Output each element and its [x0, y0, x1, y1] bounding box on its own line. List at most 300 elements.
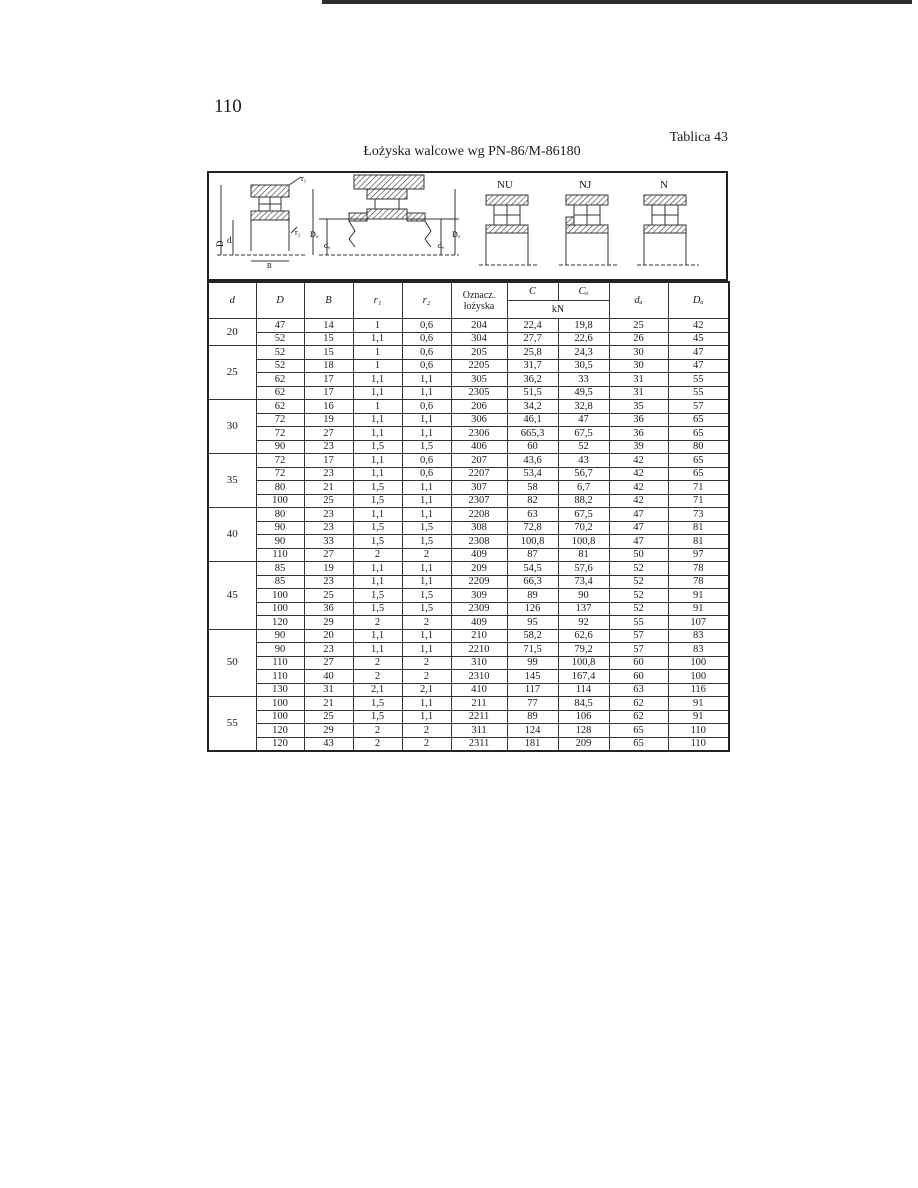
table-cell: 50 — [609, 548, 668, 562]
table-cell: 0,6 — [402, 400, 451, 414]
table-cell: 2 — [402, 616, 451, 630]
table-cell: 124 — [507, 724, 558, 738]
table-row — [208, 683, 729, 697]
table-cell: 117 — [507, 683, 558, 697]
table-cell: 100 — [256, 589, 304, 603]
top-border-line — [322, 0, 912, 4]
table-cell: 90 — [256, 629, 304, 643]
table-row — [208, 332, 729, 346]
table-cell: 2 — [353, 656, 402, 670]
table-cell: 71 — [668, 481, 729, 495]
table-cell: 1,5 — [402, 440, 451, 454]
table-cell: 0,6 — [402, 332, 451, 346]
table-cell: 305 — [451, 373, 507, 387]
table-cell: 29 — [304, 724, 353, 738]
table-cell: 1,1 — [402, 697, 451, 711]
table-cell: 1,5 — [353, 589, 402, 603]
table-cell: 31 — [304, 683, 353, 697]
table-cell: 0,6 — [402, 467, 451, 481]
table-cell: 31,7 — [507, 359, 558, 373]
table-cell: 36 — [304, 602, 353, 616]
table-cell: 307 — [451, 481, 507, 495]
table-cell: 1,1 — [402, 427, 451, 441]
table-cell: 52 — [609, 575, 668, 589]
table-cell: 35 — [609, 400, 668, 414]
bearing-diagram-panel — [207, 171, 728, 281]
table-cell: 90 — [256, 521, 304, 535]
table-row — [208, 589, 729, 603]
table-cell: 89 — [507, 710, 558, 724]
table-cell: 55 — [668, 386, 729, 400]
table-row — [208, 643, 729, 657]
table-cell: 15 — [304, 346, 353, 360]
table-cell: 1,1 — [402, 575, 451, 589]
table-cell: 80 — [668, 440, 729, 454]
table-cell: 1,1 — [402, 413, 451, 427]
table-cell: 100 — [668, 656, 729, 670]
header-Co: Cₒ — [558, 282, 609, 301]
table-cell: 1,5 — [402, 521, 451, 535]
table-cell: 1,5 — [353, 697, 402, 711]
table-cell: 91 — [668, 710, 729, 724]
table-cell: 17 — [304, 386, 353, 400]
table-label: Tablica 43 — [669, 130, 728, 145]
table-cell: 106 — [558, 710, 609, 724]
table-cell: 95 — [507, 616, 558, 630]
table-cell: 205 — [451, 346, 507, 360]
table-cell: 47 — [609, 508, 668, 522]
table-cell: 52 — [256, 332, 304, 346]
table-cell: 62,6 — [558, 629, 609, 643]
table-row — [208, 346, 729, 360]
table-cell: 25 — [609, 319, 668, 333]
table-cell: 17 — [304, 373, 353, 387]
table-cell: 72 — [256, 454, 304, 468]
table-cell: 100,8 — [558, 656, 609, 670]
table-cell: 90 — [558, 589, 609, 603]
table-cell: 409 — [451, 616, 507, 630]
table-cell: 23 — [304, 521, 353, 535]
table-cell: 63 — [609, 683, 668, 697]
table-cell: 87 — [507, 548, 558, 562]
table-row — [208, 494, 729, 508]
table-cell: 1,1 — [402, 386, 451, 400]
table-row — [208, 724, 729, 738]
table-cell: 18 — [304, 359, 353, 373]
table-cell: 22,6 — [558, 332, 609, 346]
table-cell: 1,5 — [353, 481, 402, 495]
table-cell: 92 — [558, 616, 609, 630]
table-cell: 31 — [609, 373, 668, 387]
table-row — [208, 616, 729, 630]
header-B: B — [304, 282, 353, 319]
table-cell: 126 — [507, 602, 558, 616]
table-cell: 15 — [304, 332, 353, 346]
table-row — [208, 481, 729, 495]
table-cell: 47 — [558, 413, 609, 427]
table-cell: 52 — [256, 346, 304, 360]
table-cell: 1,1 — [402, 373, 451, 387]
table-cell: 23 — [304, 467, 353, 481]
table-cell: 66,3 — [507, 575, 558, 589]
table-cell: 25,8 — [507, 346, 558, 360]
table-cell: 79,2 — [558, 643, 609, 657]
table-row — [208, 535, 729, 549]
table-cell: 27 — [304, 427, 353, 441]
type-label-nu: NU — [497, 179, 513, 191]
table-row — [208, 737, 729, 751]
table-cell: 67,5 — [558, 427, 609, 441]
table-cell: 97 — [668, 548, 729, 562]
table-cell: 29 — [304, 616, 353, 630]
table-row — [208, 521, 729, 535]
table-cell: 0,6 — [402, 319, 451, 333]
table-row — [208, 440, 729, 454]
table-cell: 2311 — [451, 737, 507, 751]
table-cell: 60 — [609, 670, 668, 684]
table-cell: 85 — [256, 575, 304, 589]
table-cell: 62 — [609, 697, 668, 711]
table-cell: 1,5 — [353, 521, 402, 535]
table-cell: 42 — [609, 467, 668, 481]
table-cell: 1,1 — [402, 710, 451, 724]
table-cell: 47 — [668, 359, 729, 373]
table-cell: 1,1 — [402, 643, 451, 657]
table-cell: 2205 — [451, 359, 507, 373]
header-C: C — [507, 282, 558, 301]
bore-diameter-cell: 30 — [208, 400, 256, 454]
svg-text:D: D — [215, 240, 225, 247]
type-label-nj: NJ — [579, 179, 592, 191]
table-cell: 30,5 — [558, 359, 609, 373]
svg-text:Dₐ: Dₐ — [452, 230, 460, 239]
table-row — [208, 656, 729, 670]
table-cell: 70,2 — [558, 521, 609, 535]
table-cell: 2305 — [451, 386, 507, 400]
table-cell: 128 — [558, 724, 609, 738]
table-cell: 46,1 — [507, 413, 558, 427]
table-cell: 1,1 — [353, 575, 402, 589]
table-cell: 1,1 — [402, 562, 451, 576]
header-r1: r₁ — [353, 282, 402, 319]
table-row — [208, 629, 729, 643]
table-cell: 52 — [609, 589, 668, 603]
table-cell: 65 — [668, 454, 729, 468]
table-cell: 81 — [668, 535, 729, 549]
table-cell: 25 — [304, 494, 353, 508]
table-cell: 26 — [609, 332, 668, 346]
table-cell: 114 — [558, 683, 609, 697]
table-cell: 410 — [451, 683, 507, 697]
table-cell: 85 — [256, 562, 304, 576]
table-cell: 32,8 — [558, 400, 609, 414]
table-cell: 1,5 — [402, 535, 451, 549]
table-cell: 72 — [256, 413, 304, 427]
table-cell: 17 — [304, 454, 353, 468]
table-cell: 72,8 — [507, 521, 558, 535]
table-row — [208, 710, 729, 724]
table-cell: 33 — [304, 535, 353, 549]
table-cell: 1,1 — [353, 467, 402, 481]
table-cell: 2 — [353, 616, 402, 630]
table-cell: 52 — [609, 602, 668, 616]
table-cell: 60 — [507, 440, 558, 454]
table-cell: 62 — [256, 373, 304, 387]
table-cell: 2 — [402, 656, 451, 670]
table-cell: 36 — [609, 427, 668, 441]
table-cell: 42 — [609, 454, 668, 468]
table-row — [208, 427, 729, 441]
table-cell: 47 — [668, 346, 729, 360]
table-cell: 308 — [451, 521, 507, 535]
table-cell: 47 — [256, 319, 304, 333]
table-cell: 89 — [507, 589, 558, 603]
table-cell: 665,3 — [507, 427, 558, 441]
table-cell: 0,6 — [402, 346, 451, 360]
table-cell: 52 — [256, 359, 304, 373]
table-cell: 1 — [353, 400, 402, 414]
table-row — [208, 454, 729, 468]
table-row — [208, 373, 729, 387]
table-cell: 1,1 — [402, 508, 451, 522]
table-cell: 21 — [304, 697, 353, 711]
table-cell: 84,5 — [558, 697, 609, 711]
table-cell: 30 — [609, 359, 668, 373]
table-cell: 62 — [256, 386, 304, 400]
table-cell: 1 — [353, 359, 402, 373]
table-cell: 81 — [668, 521, 729, 535]
table-cell: 116 — [668, 683, 729, 697]
table-cell: 209 — [558, 737, 609, 751]
table-cell: 21 — [304, 481, 353, 495]
table-cell: 0,6 — [402, 454, 451, 468]
table-cell: 19 — [304, 562, 353, 576]
table-cell: 23 — [304, 508, 353, 522]
table-cell: 2,1 — [353, 683, 402, 697]
table-cell: 23 — [304, 440, 353, 454]
table-title: Łożyska walcowe wg PN-86/M-86180 — [363, 144, 581, 159]
table-cell: 72 — [256, 427, 304, 441]
table-cell: 120 — [256, 737, 304, 751]
table-cell: 27 — [304, 548, 353, 562]
table-cell: 55 — [668, 373, 729, 387]
table-cell: 42 — [609, 494, 668, 508]
table-cell: 49,5 — [558, 386, 609, 400]
table-cell: 80 — [256, 508, 304, 522]
table-cell: 36 — [609, 413, 668, 427]
table-cell: 25 — [304, 589, 353, 603]
table-row — [208, 575, 729, 589]
header-da: dₐ — [609, 282, 668, 319]
table-cell: 90 — [256, 643, 304, 657]
table-cell: 130 — [256, 683, 304, 697]
svg-text:d: d — [227, 235, 232, 245]
table-cell: 81 — [558, 548, 609, 562]
table-cell: 57 — [609, 643, 668, 657]
bore-diameter-cell: 20 — [208, 319, 256, 346]
table-cell: 306 — [451, 413, 507, 427]
table-cell: 1,1 — [402, 629, 451, 643]
table-cell: 137 — [558, 602, 609, 616]
table-cell: 1,1 — [402, 481, 451, 495]
table-cell: 1,1 — [353, 629, 402, 643]
table-cell: 83 — [668, 643, 729, 657]
table-cell: 22,4 — [507, 319, 558, 333]
table-cell: 2 — [402, 724, 451, 738]
table-cell: 1,1 — [353, 386, 402, 400]
table-cell: 1,5 — [402, 589, 451, 603]
table-cell: 65 — [668, 413, 729, 427]
bore-diameter-cell: 55 — [208, 697, 256, 752]
table-cell: 2 — [353, 724, 402, 738]
table-cell: 45 — [668, 332, 729, 346]
table-cell: 65 — [609, 737, 668, 751]
table-cell: 62 — [256, 400, 304, 414]
table-cell: 100,8 — [558, 535, 609, 549]
table-cell: 14 — [304, 319, 353, 333]
table-cell: 210 — [451, 629, 507, 643]
table-cell: 71,5 — [507, 643, 558, 657]
svg-text:dₐ: dₐ — [438, 241, 445, 250]
table-cell: 211 — [451, 697, 507, 711]
table-cell: 311 — [451, 724, 507, 738]
table-cell: 100,8 — [507, 535, 558, 549]
table-cell: 2310 — [451, 670, 507, 684]
table-cell: 110 — [256, 670, 304, 684]
table-cell: 100 — [256, 602, 304, 616]
table-cell: 53,4 — [507, 467, 558, 481]
table-cell: 2309 — [451, 602, 507, 616]
table-cell: 43 — [304, 737, 353, 751]
table-cell: 62 — [609, 710, 668, 724]
table-cell: 100 — [256, 710, 304, 724]
table-cell: 309 — [451, 589, 507, 603]
header-unit-kn: kN — [507, 301, 609, 319]
table-cell: 71 — [668, 494, 729, 508]
table-cell: 2 — [402, 670, 451, 684]
table-cell: 54,5 — [507, 562, 558, 576]
table-cell: 2 — [402, 737, 451, 751]
bore-diameter-cell: 25 — [208, 346, 256, 400]
table-cell: 25 — [304, 710, 353, 724]
svg-text:Dₐ: Dₐ — [310, 230, 318, 239]
table-cell: 2308 — [451, 535, 507, 549]
table-cell: 206 — [451, 400, 507, 414]
table-cell: 20 — [304, 629, 353, 643]
table-cell: 1,1 — [353, 332, 402, 346]
table-cell: 120 — [256, 724, 304, 738]
table-row — [208, 359, 729, 373]
table-cell: 63 — [507, 508, 558, 522]
table-cell: 83 — [668, 629, 729, 643]
table-cell: 34,2 — [507, 400, 558, 414]
table-cell: 19,8 — [558, 319, 609, 333]
table-cell: 145 — [507, 670, 558, 684]
table-row — [208, 319, 729, 333]
table-cell: 58,2 — [507, 629, 558, 643]
table-cell: 43,6 — [507, 454, 558, 468]
table-cell: 406 — [451, 440, 507, 454]
table-cell: 23 — [304, 643, 353, 657]
table-cell: 2 — [353, 548, 402, 562]
table-cell: 57 — [609, 629, 668, 643]
header-d: d — [208, 282, 256, 319]
table-cell: 67,5 — [558, 508, 609, 522]
bore-diameter-cell: 35 — [208, 454, 256, 508]
table-cell: 65 — [668, 467, 729, 481]
table-cell: 72 — [256, 467, 304, 481]
table-row — [208, 413, 729, 427]
table-cell: 58 — [507, 481, 558, 495]
table-row — [208, 467, 729, 481]
table-cell: 56,7 — [558, 467, 609, 481]
table-cell: 36,2 — [507, 373, 558, 387]
table-cell: 110 — [668, 724, 729, 738]
table-cell: 52 — [609, 562, 668, 576]
table-row — [208, 670, 729, 684]
svg-text:B: B — [267, 262, 272, 270]
table-cell: 57,6 — [558, 562, 609, 576]
table-cell: 91 — [668, 697, 729, 711]
table-cell: 181 — [507, 737, 558, 751]
table-row — [208, 400, 729, 414]
table-cell: 110 — [256, 548, 304, 562]
bearing-table — [207, 281, 730, 752]
table-cell: 24,3 — [558, 346, 609, 360]
table-cell: 47 — [609, 535, 668, 549]
table-row — [208, 562, 729, 576]
table-cell: 209 — [451, 562, 507, 576]
table-cell: 2306 — [451, 427, 507, 441]
table-cell: 2207 — [451, 467, 507, 481]
table-cell: 42 — [668, 319, 729, 333]
table-cell: 6,7 — [558, 481, 609, 495]
bearing-section-dimensions — [217, 177, 305, 261]
bore-diameter-cell: 45 — [208, 562, 256, 630]
table-cell: 80 — [256, 481, 304, 495]
table-cell: 65 — [609, 724, 668, 738]
table-cell: 1,5 — [402, 602, 451, 616]
table-cell: 1,1 — [353, 454, 402, 468]
table-cell: 1,1 — [353, 643, 402, 657]
table-cell: 2209 — [451, 575, 507, 589]
table-cell: 110 — [668, 737, 729, 751]
table-cell: 2 — [353, 670, 402, 684]
header-Da: Dₐ — [668, 282, 729, 319]
table-cell: 23 — [304, 575, 353, 589]
table-cell: 90 — [256, 440, 304, 454]
table-cell: 1,1 — [353, 427, 402, 441]
table-cell: 1,5 — [353, 440, 402, 454]
table-cell: 30 — [609, 346, 668, 360]
table-cell: 52 — [558, 440, 609, 454]
table-cell: 107 — [668, 616, 729, 630]
table-cell: 1 — [353, 346, 402, 360]
table-cell: 57 — [668, 400, 729, 414]
table-cell: 204 — [451, 319, 507, 333]
table-cell: 43 — [558, 454, 609, 468]
table-cell: 40 — [304, 670, 353, 684]
table-row — [208, 386, 729, 400]
table-cell: 167,4 — [558, 670, 609, 684]
table-row — [208, 548, 729, 562]
table-cell: 78 — [668, 562, 729, 576]
table-cell: 90 — [256, 535, 304, 549]
type-label-n: N — [660, 179, 668, 191]
table-cell: 2210 — [451, 643, 507, 657]
table-cell: 82 — [507, 494, 558, 508]
table-cell: 1,1 — [402, 494, 451, 508]
